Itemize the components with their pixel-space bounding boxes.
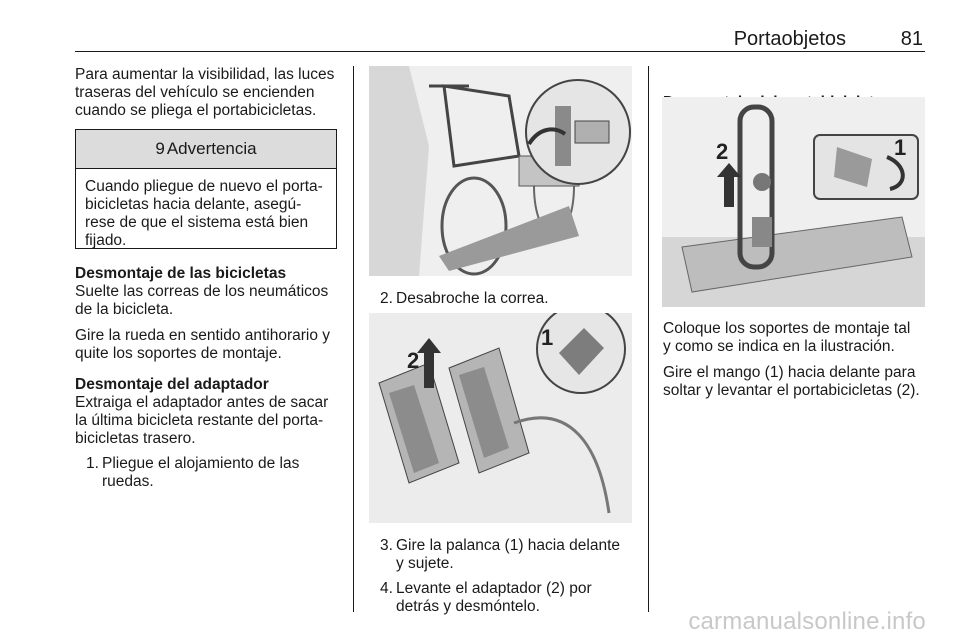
warning-title: Advertencia	[166, 139, 257, 158]
figure-bike-rack-with-bike	[369, 66, 632, 276]
text-line: y como se indica en la ilustración.	[663, 338, 895, 355]
text-line: Desabroche la correa.	[396, 290, 549, 307]
adapter-removal-section	[75, 376, 347, 448]
warning-header	[76, 130, 336, 169]
text-line: de la bicicleta.	[75, 301, 174, 318]
step-4	[380, 580, 642, 616]
warning-text	[76, 169, 336, 250]
text-line: bicicletas hacia delante, asegú-	[85, 196, 302, 213]
section-heading: Desmontaje de las bicicletas	[75, 265, 287, 282]
text-line: detrás y desmóntelo.	[396, 598, 540, 615]
text-line: Suelte las correas de los neumáticos	[75, 283, 329, 300]
step-number: 3.	[380, 537, 393, 554]
text-line: rese de que el sistema está bien	[85, 214, 309, 231]
figure-label-1: 1	[541, 325, 554, 350]
text-line: soltar y levantar el portabicicletas (2).	[663, 382, 920, 399]
section-title: Portaobjetos	[733, 28, 846, 50]
text-line: quite los soportes de montaje.	[75, 345, 282, 362]
text-line: bicicletas trasero.	[75, 430, 196, 447]
page-header	[75, 28, 925, 52]
text-line: Pliegue el alojamiento de las	[102, 455, 300, 472]
text-line: y sujete.	[396, 555, 454, 572]
text-line: fijado.	[85, 232, 127, 249]
bike-removal-section	[75, 265, 347, 363]
column-divider	[353, 66, 354, 612]
bike-rack-illustration	[369, 66, 632, 276]
adapter-illustration	[369, 313, 632, 523]
text-line: Para aumentar la visibilidad, las luces	[75, 66, 335, 83]
rack-removal-text	[663, 320, 928, 400]
figure-label-1: 1	[894, 135, 907, 160]
text-line: Coloque los soportes de montaje tal	[663, 320, 911, 337]
text-line: cuando se pliega el portabicicletas.	[75, 102, 317, 119]
figure-rack-removal	[662, 97, 925, 307]
step-2	[380, 290, 640, 308]
text-line: Extraiga el adaptador antes de sacar	[75, 394, 329, 411]
step-number: 4.	[380, 580, 393, 597]
text-line: Gire la rueda en sentido antihorario y	[75, 327, 331, 344]
warning-icon: 9	[155, 139, 165, 158]
step-1	[86, 455, 346, 491]
figure-label-2: 2	[716, 139, 729, 164]
warning-box	[75, 129, 337, 249]
text-line: ruedas.	[102, 473, 154, 490]
step-number: 2.	[380, 290, 393, 307]
text-line: la última bicicleta restante del porta-	[75, 412, 324, 429]
figure-label-2: 2	[407, 348, 420, 373]
text-line: Levante el adaptador (2) por	[396, 580, 592, 597]
step-number: 1.	[86, 455, 99, 472]
intro-paragraph	[75, 66, 345, 120]
column-divider	[648, 66, 649, 612]
watermark: carmanualsonline.info	[688, 608, 926, 635]
text-line: Gire la palanca (1) hacia delante	[396, 537, 621, 554]
page-number: 81	[900, 28, 923, 50]
section-heading: Desmontaje del adaptador	[75, 376, 269, 393]
text-line: Gire el mango (1) hacia delante para	[663, 364, 916, 381]
step-3	[380, 537, 642, 573]
text-line: Cuando pliegue de nuevo el porta-	[85, 178, 323, 195]
rack-removal-illustration	[662, 97, 925, 307]
figure-adapter	[369, 313, 632, 523]
text-line: traseras del vehículo se encienden	[75, 84, 315, 101]
